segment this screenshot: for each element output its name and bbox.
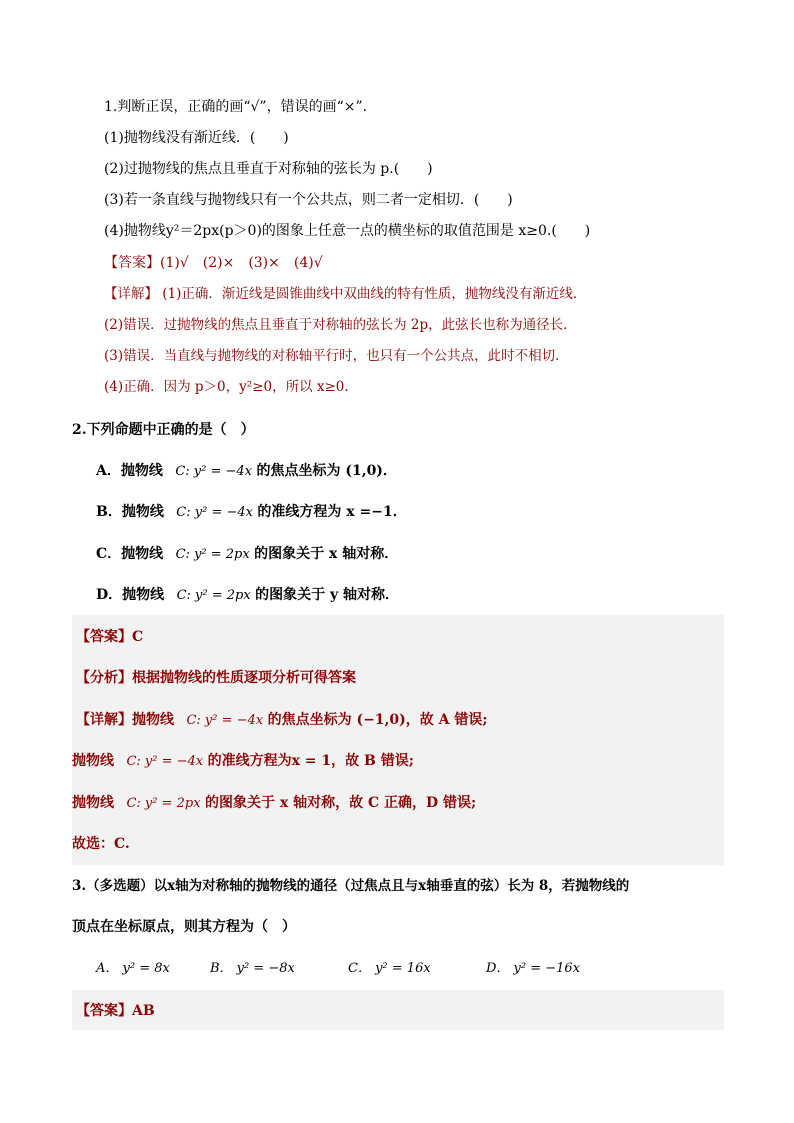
q2-detail-2-text: 的准线方程为x = 1，故 B 错误; <box>207 753 414 769</box>
q1-stem: 1.判断正误，正确的画“√”，错误的画“×”． <box>104 99 377 115</box>
q2-detail-3 <box>72 793 476 814</box>
q2-option-b-text: 的准线方程为 x =−1． <box>257 504 407 520</box>
q2-option-b-math: C: y² = −4x <box>176 505 253 520</box>
q2-detail-2-label: 抛物线 <box>72 753 114 769</box>
q3-option-d: D． y² = −16x <box>486 961 581 976</box>
q2-analysis: 【分析】根据抛物线的性质逐项分析可得答案 <box>76 670 356 686</box>
q2-detail-3-text: 的图象关于 x 轴对称，故 C 正确，D 错误; <box>205 795 477 811</box>
q3-option-c: C． y² = 16x <box>348 961 431 976</box>
q1-detail-2: (2)错误．过抛物线的焦点且垂直于对称轴的弦长为 2p，此弦长也称为通径长． <box>104 317 577 333</box>
q2-option-c-label: C．抛物线 <box>96 546 164 562</box>
q1-item-3: (3)若一条直线与抛物线只有一个公共点，则二者一定相切．( ) <box>104 192 513 208</box>
q2-option-b <box>96 502 407 523</box>
q2-detail-1-text: 的焦点坐标为 (−1,0)，故 A 错误; <box>267 712 488 728</box>
q2-detail-2-math: C: y² = −4x <box>126 754 204 769</box>
q2-option-c <box>96 544 398 565</box>
q2-option-d-math: C: y² = 2px <box>176 588 251 603</box>
q2-detail-2 <box>72 751 414 772</box>
q3-answer: 【答案】AB <box>76 1003 155 1019</box>
q2-option-a-label: A．抛物线 <box>96 463 163 479</box>
q1-item-4: (4)抛物线y²＝2px(p＞0)的图象上任意一点的横坐标的取值范围是 x≥0.( ) <box>104 223 591 239</box>
q3-solution-box <box>72 990 724 1030</box>
q1-item-2: (2)过抛物线的焦点且垂直于对称轴的弦长为 p.( ) <box>104 161 433 177</box>
q2-option-c-math: C: y² = 2px <box>175 547 250 562</box>
q2-stem: 2.下列命题中正确的是（ ） <box>72 422 255 438</box>
q1-detail-1: 【详解】 (1)正确．渐近线是圆锥曲线中双曲线的特有性质，抛物线没有渐近线． <box>104 286 587 302</box>
q2-option-a-text: 的焦点坐标为 (1,0)． <box>256 463 397 479</box>
q2-detail-1 <box>76 710 488 731</box>
q2-answer: 【答案】C <box>76 629 144 645</box>
q2-option-a-math: C: y² = −4x <box>175 464 252 479</box>
q3-stem-line-2: 顶点在坐标原点，则其方程为（ ） <box>72 919 296 935</box>
q2-option-d-label: D．抛物线 <box>96 587 165 603</box>
q1-item-1: (1)抛物线没有渐近线．( ) <box>104 130 289 146</box>
q3-option-a: A． y² = 8x <box>96 961 170 976</box>
q1-detail-4: (4)正确．因为 p＞0，y²≥0，所以 x≥0. <box>104 379 349 395</box>
q2-option-d <box>96 585 399 606</box>
q2-solution-box <box>72 615 724 865</box>
q2-detail-3-label: 抛物线 <box>72 795 114 811</box>
q3-option-b: B． y² = −8x <box>210 961 295 976</box>
q2-option-d-text: 的图象关于 y 轴对称． <box>255 587 400 603</box>
q2-option-c-text: 的图象关于 x 轴对称． <box>254 546 399 562</box>
q2-option-a <box>96 461 397 482</box>
q2-detail-1-math: C: y² = −4x <box>186 713 264 728</box>
q2-choice: 故选：C. <box>72 836 130 852</box>
q2-detail-3-math: C: y² = 2px <box>126 796 201 811</box>
q1-detail-3: (3)错误．当直线与抛物线的对称轴平行时，也只有一个公共点，此时不相切． <box>104 348 569 364</box>
q2-detail-1-label: 【详解】抛物线 <box>76 712 174 728</box>
q2-option-b-label: B．抛物线 <box>96 504 164 520</box>
q1-answer: 【答案】(1)√ (2)× (3)× (4)√ <box>104 255 323 271</box>
q3-stem-line-1: 3.（多选题）以x轴为对称轴的抛物线的通径（过焦点且与x轴垂直的弦）长为 8，若抛物线的 <box>72 878 630 894</box>
